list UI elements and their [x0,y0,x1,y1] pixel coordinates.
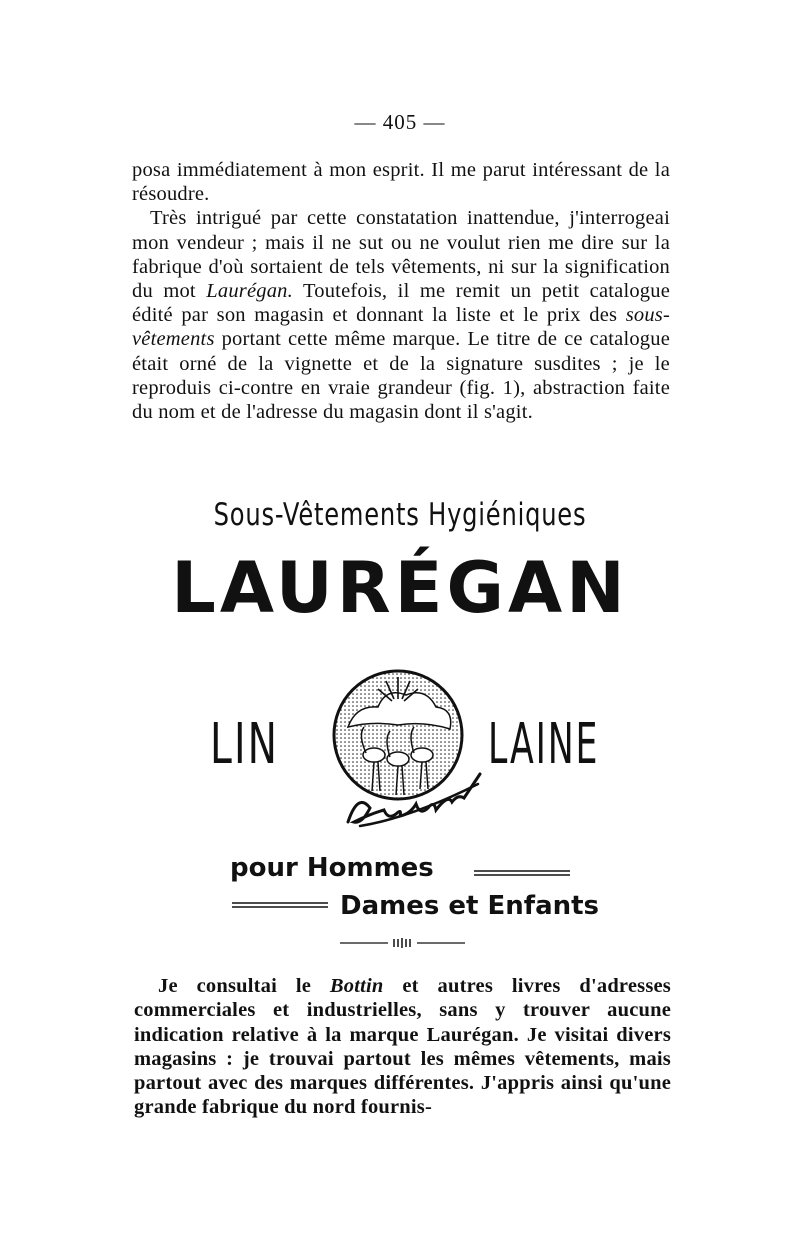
decorative-rule-right [474,868,570,878]
italic-brand-name: Laurégan. [206,280,293,303]
paragraph-text: portant cette même marque. Le titre de ce catalogue était orné de la vignette et de la signature susdites ; je le reproduis ci-contre en vraie grandeur (fig. 1), abstraction faite du nom et de l'adresse du magasin dont il s'agit. [132,328,670,424]
italic-bottin: Bottin [329,975,384,997]
paragraph-text: Toutefois, il me remit un petit catalogue édité par son magasin et donnant la liste et le prix des [132,280,670,327]
paragraph-text: Je consultai le [158,975,330,997]
top-text-block [132,158,670,424]
ad-subtitle: Sous-Vêtements Hygiéniques [213,497,587,533]
laurégan-signature [340,764,490,830]
page-number: — 405 — [354,110,446,134]
paragraph-intrigued [132,206,670,424]
ornamental-divider [340,938,465,948]
ad-brand-title: LAURÉGAN [171,547,629,629]
paragraph-bottin [134,974,671,1120]
paragraph-text: et autres livres d'adresses commerciales et industrielles, sans y trouver aucune indication relative à la marque Laurégan. Je visitai divers magasins : je trouvai partout les mêmes vêtements, mais partout avec des marques différentes. J'appris ainsi qu'une grande fabrique du nord fournis- [134,975,671,1119]
ad-word-laine: LAINE [488,712,600,777]
bottom-text-block [134,974,671,1120]
ad-line-men: pour Hommes [230,853,434,883]
ad-word-lin: LIN [210,712,280,777]
paragraph-continuation: posa immédiatement à mon esprit. Il me parut intéressant de la résoudre. [132,159,670,206]
paragraph-text: Très intrigué par cette constatation inattendue, j'interrogeai mon vendeur ; mais il ne sut ou ne voulut rien me dire sur la fabrique d'où sortaient de tels vêtements, ni sur la signification du mot [132,207,670,303]
decorative-rule-left [232,900,328,910]
ad-line-women-children: Dames et Enfants [340,891,600,921]
italic-term: sous-vêtements [132,304,670,351]
